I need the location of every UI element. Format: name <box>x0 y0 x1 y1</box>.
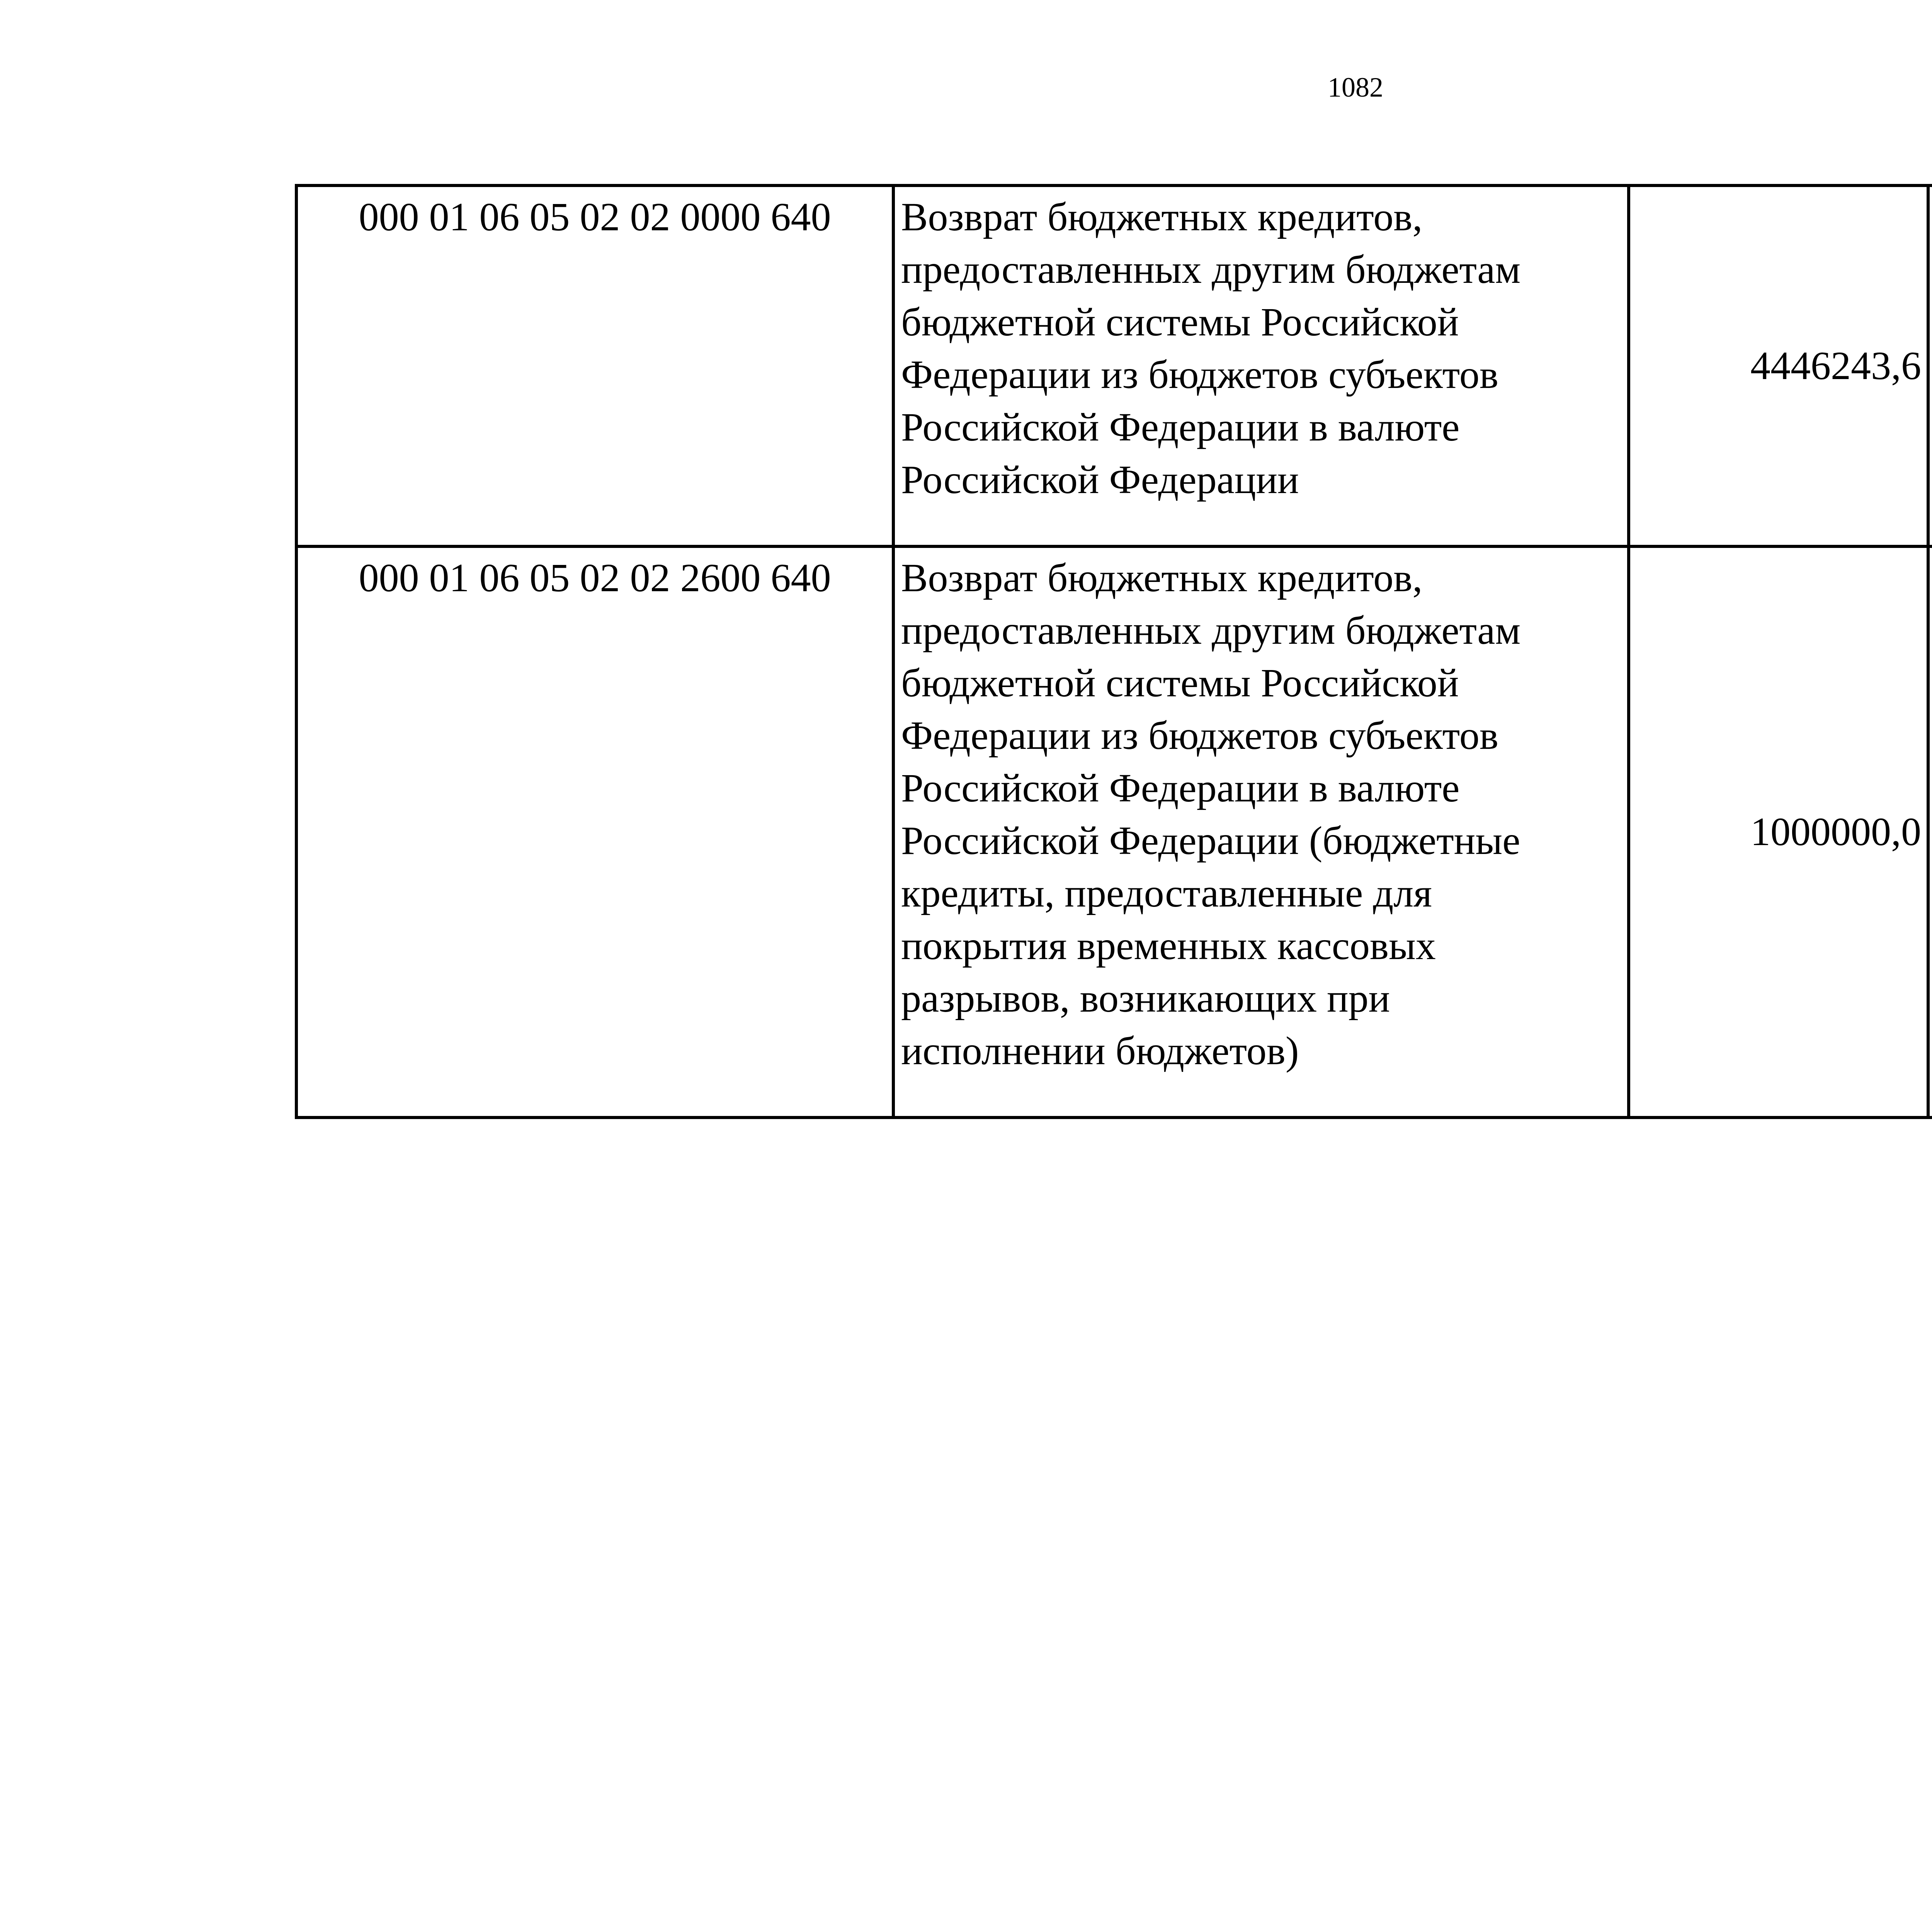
amount-cell-2 <box>1928 185 1932 546</box>
description-line: бюджетной системы Российской <box>901 300 1459 344</box>
budget-table <box>295 184 1932 1119</box>
description-line: Возврат бюджетных кредитов, <box>901 195 1423 239</box>
description-line: Возврат бюджетных кредитов, <box>901 556 1423 600</box>
description-cell <box>893 546 1629 1118</box>
description-cell <box>893 185 1629 546</box>
description-line: кредиты, предоставленные для <box>901 871 1432 915</box>
description-line: предоставленных другим бюджетам <box>901 608 1521 653</box>
budget-code-cell: 000 01 06 05 02 02 0000 640 <box>296 185 893 546</box>
description-line: Федерации из бюджетов субъектов <box>901 352 1498 397</box>
description-line: Российской Федерации (бюджетные <box>901 818 1520 863</box>
description-line: бюджетной системы Российской <box>901 661 1459 705</box>
table-row <box>296 546 1932 1118</box>
description-line: Российской Федерации в валюте <box>901 405 1460 449</box>
page-number: 1082 <box>1328 72 1383 103</box>
budget-code-cell: 000 01 06 05 02 02 2600 640 <box>296 546 893 1118</box>
amount-cell-2 <box>1928 546 1932 1118</box>
table-row <box>296 185 1932 546</box>
table-body <box>296 185 1932 1118</box>
amount-cell-1: 4446243,6 <box>1629 185 1928 546</box>
amount-cell-1: 1000000,0 <box>1629 546 1928 1118</box>
description-line: разрывов, возникающих при <box>901 976 1390 1021</box>
description-line: Федерации из бюджетов субъектов <box>901 713 1498 758</box>
description-line: покрытия временных кассовых <box>901 924 1436 968</box>
description-line: Российской Федерации <box>901 458 1299 502</box>
description-line: исполнении бюджетов) <box>901 1029 1299 1073</box>
description-line: предоставленных другим бюджетам <box>901 247 1521 292</box>
description-line: Российской Федерации в валюте <box>901 766 1460 810</box>
